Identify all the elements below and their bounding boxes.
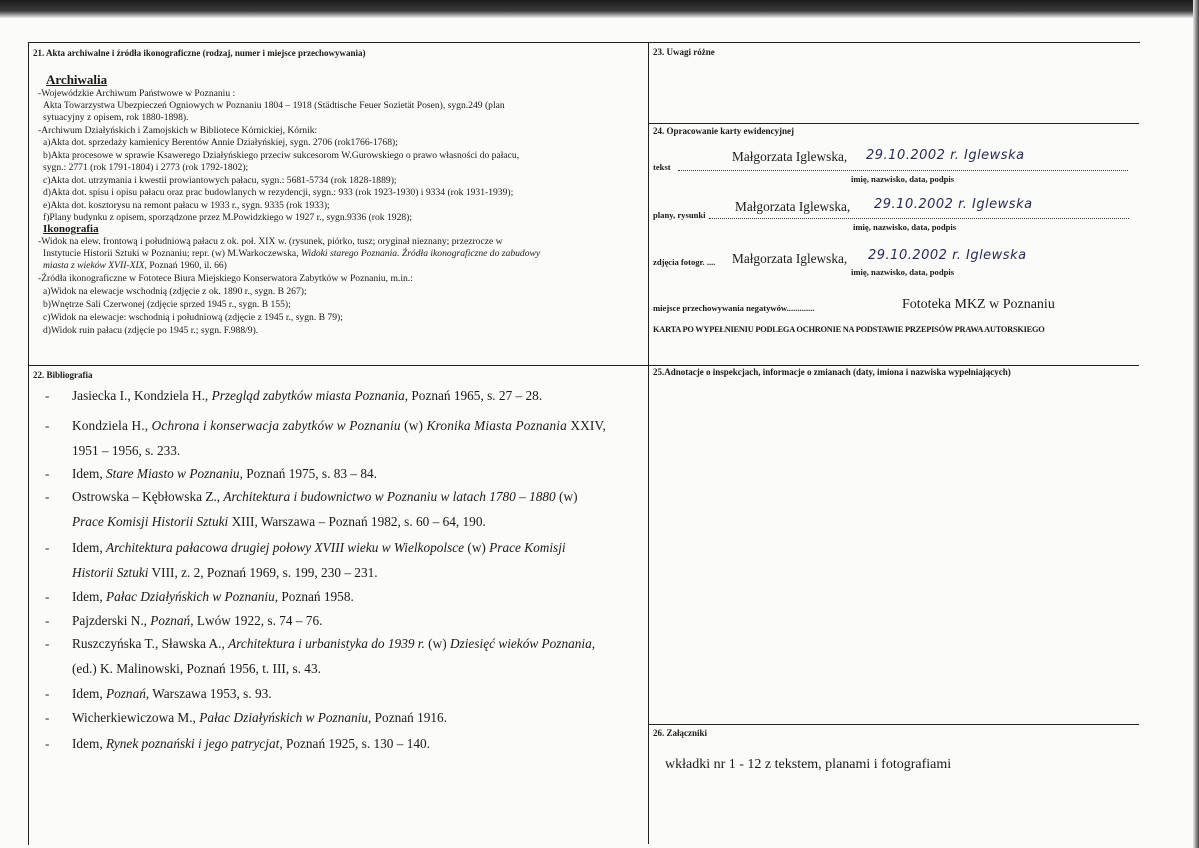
bullet: - xyxy=(45,489,50,504)
bullet: - xyxy=(45,418,50,433)
zdjecia-name: Małgorzata Iglewska, xyxy=(732,251,848,266)
archiwalia-line: f)Plany budynku z opisem, sporządzone przez M.Powidzkiego w 1927 r., sygn.9336 (rok 1928); xyxy=(43,212,413,223)
tekst-signature: 29.10.2002 r. Iglewska xyxy=(866,148,1025,163)
archiwalia-line: e)Akta dot. kosztorysu na remont pałacu w 1933 r., sygn. 9335 (rok 1933); xyxy=(43,200,330,211)
bullet: - xyxy=(45,388,50,403)
bullet: - xyxy=(45,686,50,701)
bullet: - xyxy=(45,589,50,604)
plany-signature: 29.10.2002 r. Iglewska xyxy=(874,197,1033,212)
bullet: - xyxy=(45,736,50,751)
archiwalia-line: c)Akta dot. utrzymania i kwestii prowiantowych pałacu, sygn.: 5681-5734 (rok 1828-1889); xyxy=(43,175,397,186)
plany-name: Małgorzata Iglewska, xyxy=(735,199,851,214)
zdjecia-label: zdjęcia fotogr. .... xyxy=(653,257,716,267)
archiwalia-line: b)Akta procesowe w sprawie Ksawerego Działyńskiego przeciw sukcesorom W.Gurowskiego o prawo własności do pałacu, xyxy=(43,150,520,161)
bullet: - xyxy=(45,636,50,651)
ikono-line: d)Widok ruin pałacu (zdjęcie po 1945 r.; sygn. F.988/9). xyxy=(43,325,259,336)
zdjecia-caption: imię, nazwisko, data, podpis xyxy=(851,267,955,277)
document-page: 21. Akta archiwalne i źródła ikonograficzne (rodzaj, numer i miejsce przechowywania) Archiwalia -Wojewódzkie Archiwum Państwowe w Poznaniu : Akta Towarzystwa Ubezpieczeń Ogniowych w Poznaniu 1804 – 1918 (Städtische Feuer Sozietät Posen), sygn.249 (plan sytuacyjny z opisem, rok 1880-1898). -Archiwum Działyńskich i Zamojskich w Bibliotece Kórnickiej, Kórnik: a)Akta dot. sprzedaży kamienicy Berentów Annie Działyńskiej, sygn. 2706 (rok1766-1768); b)Akta procesowe w sprawie Ksawerego Działyńskiego przeciw sukcesorom W.Gurowskiego o prawo własności do pałacu, sygn.: 2771 (rok 1791-1804) i 2773 (rok 1792-1802); c)Akta dot. utrzymania i kwestii prowiantowych pałacu, sygn.: 5681-5734 (rok 1828-1889); d)Akta dot. spisu i opisu pałacu oraz prac budowlanych w rezydencji, sygn.: 933 (rok 1923-1930) i 9334 (rok 1931-1939); e)Akta dot. kosztorysu na remont pałacu w 1933 r., sygn. 9335 (rok 1933); f)Plany budynku z opisem, sporządzone przez M.Powidzkiego w 1927 r., sygn.9336 (rok 1928); Ikonografia -Widok na elew. frontową i południową pałacu z ok. poł. XIX w. (rysunek, piórko, tusz; oryginał nieznany; przezrocze w Instytucie Historii Sztuki w Poznaniu; repr. (w) M.Warkoczewska, Widoki starego Poznania. Źródła ikonograficzne do zabudowy miasta z wieków XVII-XIX, Poznań 1960, il. 66) -Źródła ikonograficzne w Fototece Biura Miejskiego Konserwatora Zabytków w Poznaniu, m.in.: a)Widok na elewacje wschodnią (zdjęcie z ok. 1890 r., sygn. B 267); b)Wnętrze Sali Czerwonej (zdjęcie sprzed 1945 r., sygn. B 155); c)Widok na elewacje: wschodnią i południową (zdjęcie z 1945 r., sygn. B 79); d)Widok ruin pałacu (zdjęcie po 1945 r.; sygn. F.988/9). 22. Bibliografia - Jasiecka I., Kondziela H., Przegląd zabytków miasta Poznania, Poznań 1965, s. 27 – 28. - Kondziela H., Ochrona i konserwacja zabytków w Poznaniu (w) Kronika Miasta Poznania XXIV, 1951 – 1956, s. 233. - Idem, Stare Miasto w Poznaniu, Poznań 1975, s. 83 – 84. - Ostrowska – Kębłowska Z., Architektura i budownictwo w Poznaniu w latach 1780 – 1880 (w) Prace Komisji Historii Sztuki XIII, Warszawa – Poznań 1982, s. 60 – 64, 190. - Idem, Architektura pałacowa drugiej połowy XVIII wieku w Wielkopolsce (w) Prace Komisji Historii Sztuki VIII, z. 2, Poznań 1969, s. 199, 230 – 231. - Idem, Pałac Działyńskich w Poznaniu, Poznań 1958. - Pajzderski N., Poznań, Lwów 1922, s. 74 – 76. - Ruszczyńska T., Sławska A., Architektura i urbanistyka do 1939 r. (w) Dziesięć wieków Poznania, (ed.) K. Malinowski, Poznań 1956, t. III, s. 43. - Idem, Poznań, Warszawa 1953, s. 93. - Wicherkiewiczowa M., Pałac Działyńskich w Poznaniu, Poznań 1916. - Idem, Rynek poznański i jego patrycjat, Poznań 1925, s. 130 – 140. 23. Uwagi różne 24. Opracowanie karty ewidencyjnej tekst Małgorzata Iglewska, 29.10.2002 r. Iglewska imię, nazwisko, data, podpis plany, rysunki Małgorzata Iglewska, 29.10.2002 r. Iglewska imię, nazwisko, data, podpis zdjęcia fotogr. .... Małgorzata Iglewska, 29.10.2002 r. Iglewska imię, nazwisko, data, podpis miejsce przechowywania negatywów............. Fototeka MKZ w Poznaniu KARTA PO WYPEŁNIENIU PODLEGA OCHRONIE NA PODSTAWIE PRZEPISÓW PRAWA AUTORSKIEGO 25.Adnotacje o inspekcjach, informacje o zmianach (daty, imiona i nazwiska wypełniających) 26. Załączniki wkładki nr 1 - 12 z tekstem, planami i fotografiami xyxy=(0,0,1199,848)
negatywy-value: Fototeka MKZ w Poznaniu xyxy=(902,297,1055,312)
sec23-bottom-line xyxy=(648,123,1139,124)
sec26-value: wkładki nr 1 - 12 z tekstem, planami i fotografiami xyxy=(665,757,952,772)
bullet: - xyxy=(45,540,50,555)
sec21-header: 21. Akta archiwalne i źródła ikonograficzne (rodzaj, numer i miejsce przechowywania) xyxy=(33,48,366,58)
tekst-dotted-line xyxy=(678,170,1128,171)
ikono-text: Instytucie Historii Sztuki w Poznaniu; repr. (w) M.Warkoczewska, xyxy=(43,248,299,259)
archiwalia-line: -Archiwum Działyńskich i Zamojskich w Bibliotece Kórnickiej, Kórnik: xyxy=(38,125,318,136)
sec25-header: 25.Adnotacje o inspekcjach, informacje o zmianach (daty, imiona i nazwiska wypełniających) xyxy=(653,367,1011,377)
archiwalia-line: Akta Towarzystwa Ubezpieczeń Ogniowych w Poznaniu 1804 – 1918 (Städtische Feuer Sozietät Posen), sygn.249 (plan xyxy=(43,100,505,111)
archiwalia-line: a)Akta dot. sprzedaży kamienicy Berentów Annie Działyńskiej, sygn. 2706 (rok1766-1768); xyxy=(43,137,398,148)
archiwalia-line: sytuacyjny z opisem, rok 1880-1898). xyxy=(43,112,189,123)
scan-edge-top xyxy=(0,0,1199,18)
tekst-name: Małgorzata Iglewska, xyxy=(732,149,848,164)
archiwalia-line: sygn.: 2771 (rok 1791-1804) i 2773 (rok 1792-1802); xyxy=(43,162,249,173)
archiwalia-line: d)Akta dot. spisu i opisu pałacu oraz prac budowlanych w rezydencji, sygn.: 933 (rok 1923-1930) i 9334 (rok 1931-1939); xyxy=(43,187,514,198)
sec26-header: 26. Załączniki xyxy=(653,728,708,738)
zdjecia-signature: 29.10.2002 r. Iglewska xyxy=(868,248,1027,263)
ochrona-note: KARTA PO WYPEŁNIENIU PODLEGA OCHRONIE NA PODSTAWIE PRZEPISÓW PRAWA AUTORSKIEGO xyxy=(653,325,1045,334)
ikono-line: -Widok na elew. frontową i południową pałacu z ok. poł. XIX w. (rysunek, piórko, tusz; oryginał nieznany; przezrocze w xyxy=(38,236,503,247)
bullet: - xyxy=(45,613,50,628)
ikono-line: b)Wnętrze Sali Czerwonej (zdjęcie sprzed 1945 r., sygn. B 155); xyxy=(43,299,291,310)
plany-label: plany, rysunki xyxy=(653,210,706,220)
archiwalia-line: -Wojewódzkie Archiwum Państwowe w Poznaniu : xyxy=(38,88,236,99)
negatywy-label: miejsce przechowywania negatywów............. xyxy=(653,303,815,313)
ikono-line xyxy=(43,260,227,271)
ikono-line: -Źródła ikonograficzne w Fototece Biura Miejskiego Konserwatora Zabytków w Poznaniu, m.in.: xyxy=(38,273,413,284)
plany-dotted-line xyxy=(709,218,1129,219)
ikono-italic: Widoki starego Poznania. Źródła ikonograficzne do zabudowy xyxy=(300,248,541,259)
tekst-label: tekst xyxy=(653,162,671,172)
bullet: - xyxy=(45,466,50,481)
sec25-bottom-line xyxy=(648,724,1139,725)
ikono-text: Poznań 1960, il. 66) xyxy=(149,260,227,271)
plany-caption: imię, nazwisko, data, podpis xyxy=(853,222,957,232)
row-divider xyxy=(28,365,1139,366)
ikono-line: a)Widok na elewacje wschodnią (zdjęcie z ok. 1890 r., sygn. B 267); xyxy=(43,286,307,297)
tekst-caption: imię, nazwisko, data, podpis xyxy=(851,174,955,184)
ikono-italic: miasta z wieków XVII-XIX, xyxy=(43,260,147,271)
bullet: - xyxy=(45,710,50,725)
sec23-header: 23. Uwagi różne xyxy=(653,47,715,57)
ikono-line xyxy=(43,248,540,259)
sec24-header: 24. Opracowanie karty ewidencyjnej xyxy=(653,126,794,136)
sec22-header: 22. Bibliografia xyxy=(33,370,93,380)
ikonografia-title: Ikonografia xyxy=(43,223,99,235)
archiwalia-title: Archiwalia xyxy=(46,72,108,87)
scan-edge-right xyxy=(1193,0,1199,848)
ikono-line: c)Widok na elewacje: wschodnią i południową (zdjęcie z 1945 r., sygn. B 79); xyxy=(43,312,343,323)
